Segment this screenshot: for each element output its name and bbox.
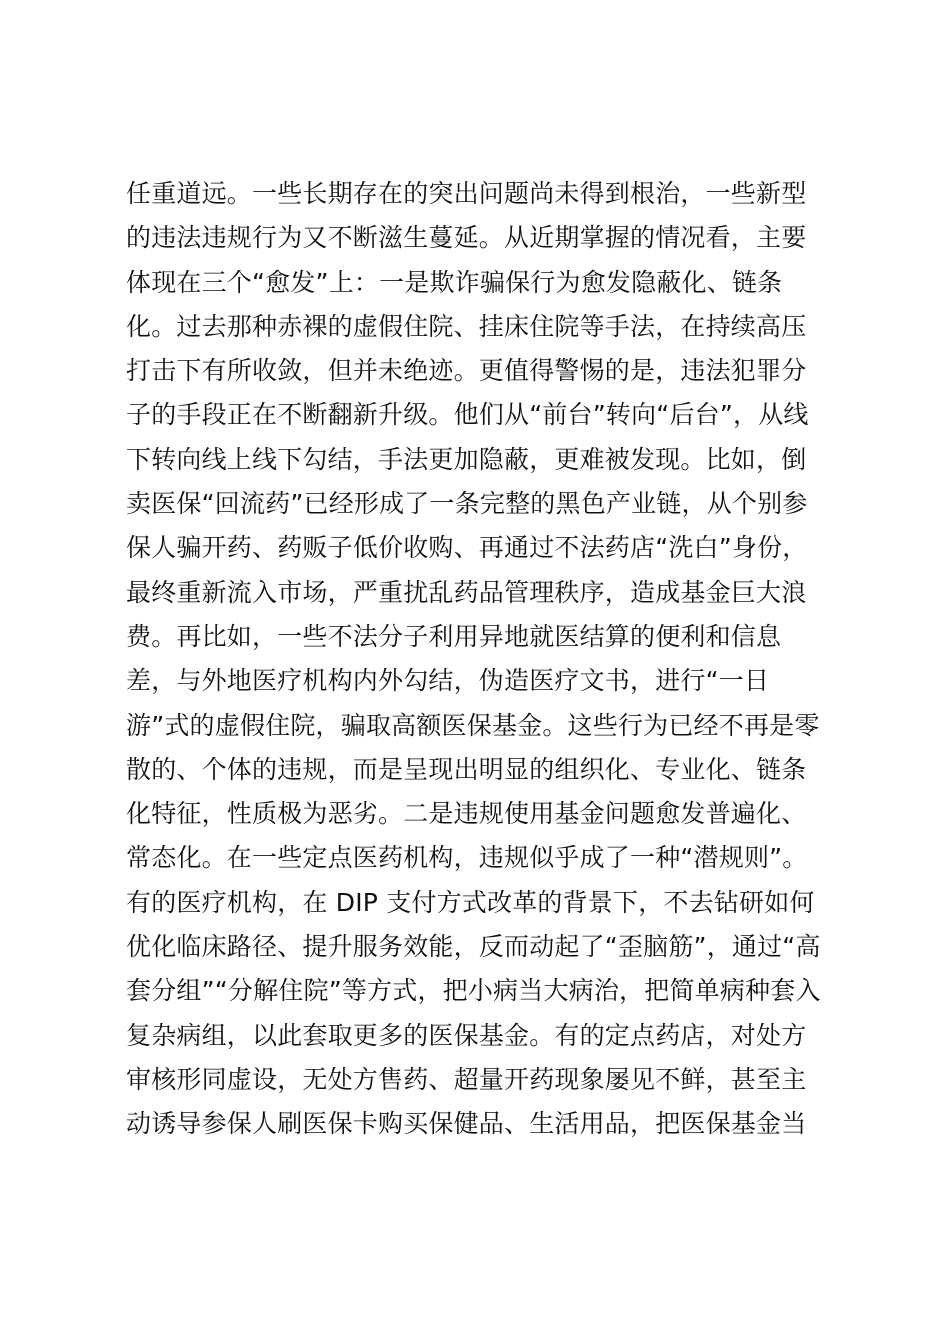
text-line-16: 常态化。在一些定点医药机构，违规似乎成了一种“潜规则”。: [126, 843, 808, 873]
text-line-10: 最终重新流入市场，严重扰乱药品管理秩序，造成基金巨大浪: [126, 577, 807, 607]
text-line-7: 下转向线上线下勾结，手法更加隐蔽，更难被发现。比如，倒: [126, 444, 807, 474]
text-line-12: 差，与外地医疗机构内外勾结，伪造医疗文书，进行“一日: [126, 666, 770, 696]
text-line-20: 复杂病组，以此套取更多的医保基金。有的定点药店，对处方: [126, 1020, 807, 1050]
text-line-5: 打击下有所收敛，但并未绝迹。更值得警惕的是，违法犯罪分: [126, 356, 807, 386]
text-line-18: 优化临床路径、提升服务效能，反而动起了“歪脑筋”，通过“高: [126, 932, 821, 962]
text-line-8: 卖医保“回流药”已经形成了一条完整的黑色产业链，从个别参: [126, 489, 808, 519]
body-paragraph: [126, 172, 846, 1147]
text-line-4: 化。过去那种赤裸的虚假住院、挂床住院等手法，在持续高压: [126, 311, 807, 341]
text-line-6: 子的手段正在不断翻新升级。他们从“前台”转向“后台”，从线: [126, 400, 809, 430]
text-line-2: 的违法违规行为又不断滋生蔓延。从近期掌握的情况看，主要: [126, 223, 807, 253]
text-line-15: 化特征，性质极为恶劣。二是违规使用基金问题愈发普遍化、: [126, 799, 807, 829]
text-line-19: 套分组”“分解住院”等方式，把小病当大病治，把简单病种套入: [126, 976, 821, 1006]
text-line-22: 动诱导参保人刷医保卡购买保健品、生活用品，把医保基金当: [126, 1109, 807, 1139]
text-line-1: 任重道远。一些长期存在的突出问题尚未得到根治，一些新型: [126, 179, 807, 208]
text-line-3: 体现在三个“愈发”上：一是欺诈骗保行为愈发隐蔽化、链条: [126, 267, 783, 297]
text-line-9: 保人骗开药、药贩子低价收购、再通过不法药店“洗白”身份，: [126, 533, 808, 563]
text-line-13: 游”式的虚假住院，骗取高额医保基金。这些行为已经不再是零: [126, 710, 820, 740]
text-line-17: 有的医疗机构，在 DIP 支付方式改革的背景下，不去钻研如何: [126, 887, 815, 917]
text-line-14: 散的、个体的违规，而是呈现出明显的组织化、专业化、链条: [126, 754, 807, 784]
text-line-11: 费。再比如，一些不法分子利用异地就医结算的便利和信息: [126, 621, 782, 651]
text-line-21: 审核形同虚设，无处方售药、超量开药现象屡见不鲜，甚至主: [126, 1064, 807, 1094]
